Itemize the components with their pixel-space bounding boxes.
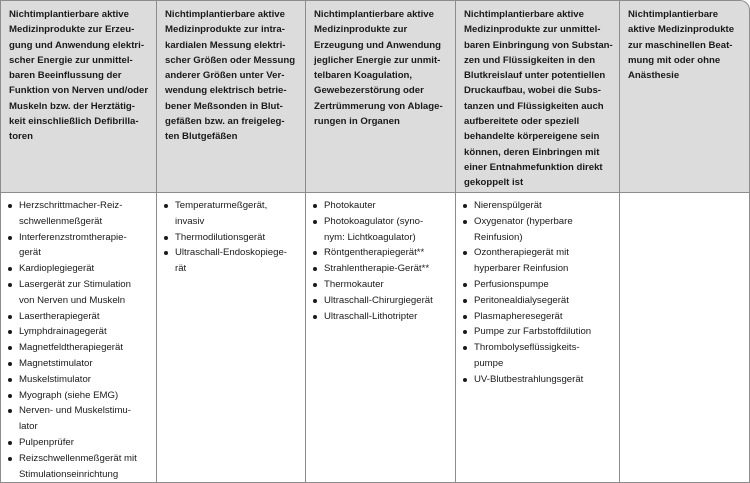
device-list: [462, 198, 615, 388]
list-item: Photokoagulator (syno- nym: Lichtkoagulator): [312, 214, 451, 246]
list-item: Temperaturmeßgerät, invasiv: [163, 198, 301, 230]
list-item: Lasertherapiegerät: [7, 309, 152, 325]
body-col-5: [620, 193, 750, 483]
list-item: Magnetstimulator: [7, 356, 152, 372]
list-item: Nerven- und Muskelstimu- lator: [7, 403, 152, 435]
header-col-2: [157, 0, 306, 193]
list-item: Thrombolyseflüssigkeits- pumpe: [462, 340, 615, 372]
device-list: [312, 198, 451, 324]
list-item: UV-Blutbestrahlungsgerät: [462, 372, 615, 388]
list-item: Photokauter: [312, 198, 451, 214]
list-item: Kardioplegiegerät: [7, 261, 152, 277]
list-item: Lymphdrainagegerät: [7, 324, 152, 340]
list-item: Plasmapheresegerät: [462, 309, 615, 325]
list-item: Nierenspülgerät: [462, 198, 615, 214]
list-item: Röntgentherapiegerät**: [312, 245, 451, 261]
list-item: Oxygenator (hyperbare Reinfusion): [462, 214, 615, 246]
header-col-4: [456, 0, 620, 193]
list-item: Pumpe zur Farbstoffdilution: [462, 324, 615, 340]
header-text: Nichtimplantierbare aktive Medizinprodukte zur Erzeugung und Anwendung jeglicher Energie zur unmit- telbaren Koagulation, Gewebezerstörung oder Zertrümmerung von Ablage- rungen in Organen: [314, 9, 443, 128]
list-item: Reizschwellenmeßgerät mit Stimulationseinrichtung: [7, 451, 152, 483]
list-item: Ultraschall-Endoskopiege- rät: [163, 245, 301, 277]
list-item: Ozontherapiegerät mit hyperbarer Reinfusion: [462, 245, 615, 277]
list-item: Lasergerät zur Stimulation von Nerven und Muskeln: [7, 277, 152, 309]
header-col-1: [0, 0, 157, 193]
body-col-3: [306, 193, 456, 483]
device-list: [7, 198, 152, 482]
header-text: Nichtimplantierbare aktive Medizinprodukte zur Erzeu- gung und Anwendung elektri- scher Energie zur unmittel- baren Beeinflussung der Funktion von Nerven und/oder Muskeln bzw. der Herztätig- keit einschließlich Defibrilla- toren: [9, 9, 149, 143]
body-col-1: [0, 193, 157, 483]
list-item: Thermokauter: [312, 277, 451, 293]
list-item: Ultraschall-Lithotripter: [312, 309, 451, 325]
header-col-3: [306, 0, 456, 193]
header-text: Nichtimplantierbare aktive Medizinprodukte zur unmittel- baren Einbringung von Substan- zen und Flüssigkeiten in den Blutkreislauf unter potentiellen Druckaufbau, wobei die Subs- tanzen und Flüssigkeiten auch aufbereitete oder speziell behandelte körpereigene sein können, deren Einbringen mit einer Entnahmefunktion direkt gekoppelt ist: [464, 9, 613, 189]
list-item: Strahlentherapie-Gerät**: [312, 261, 451, 277]
list-item: Perfusionspumpe: [462, 277, 615, 293]
list-item: Interferenzstromtherapie- gerät: [7, 230, 152, 262]
list-item: Magnetfeldtherapiegerät: [7, 340, 152, 356]
list-item: Ultraschall-Chirurgiegerät: [312, 293, 451, 309]
header-col-5: [620, 0, 750, 193]
device-list: [163, 198, 301, 277]
body-col-4: [456, 193, 620, 483]
list-item: Muskelstimulator: [7, 372, 152, 388]
list-item: Pulpenprüfer: [7, 435, 152, 451]
body-col-2: [157, 193, 306, 483]
header-text: Nichtimplantierbare aktive Medizinprodukte zur maschinellen Beat- mung mit oder ohne Anästhesie: [628, 9, 735, 82]
list-item: Thermodilutionsgerät: [163, 230, 301, 246]
header-text: Nichtimplantierbare aktive Medizinprodukte zur intra- kardialen Messung elektri- scher Größen oder Messung anderer Größen unter Ver- wendung elektrisch betrie- bener Meßsonden in Blut- gefäßen bzw. an freigeleg- ten Blutgefäßen: [165, 9, 296, 143]
list-item: Peritonealdialysegerät: [462, 293, 615, 309]
list-item: Myograph (siehe EMG): [7, 388, 152, 404]
list-item: Herzschrittmacher-Reiz- schwellenmeßgerät: [7, 198, 152, 230]
